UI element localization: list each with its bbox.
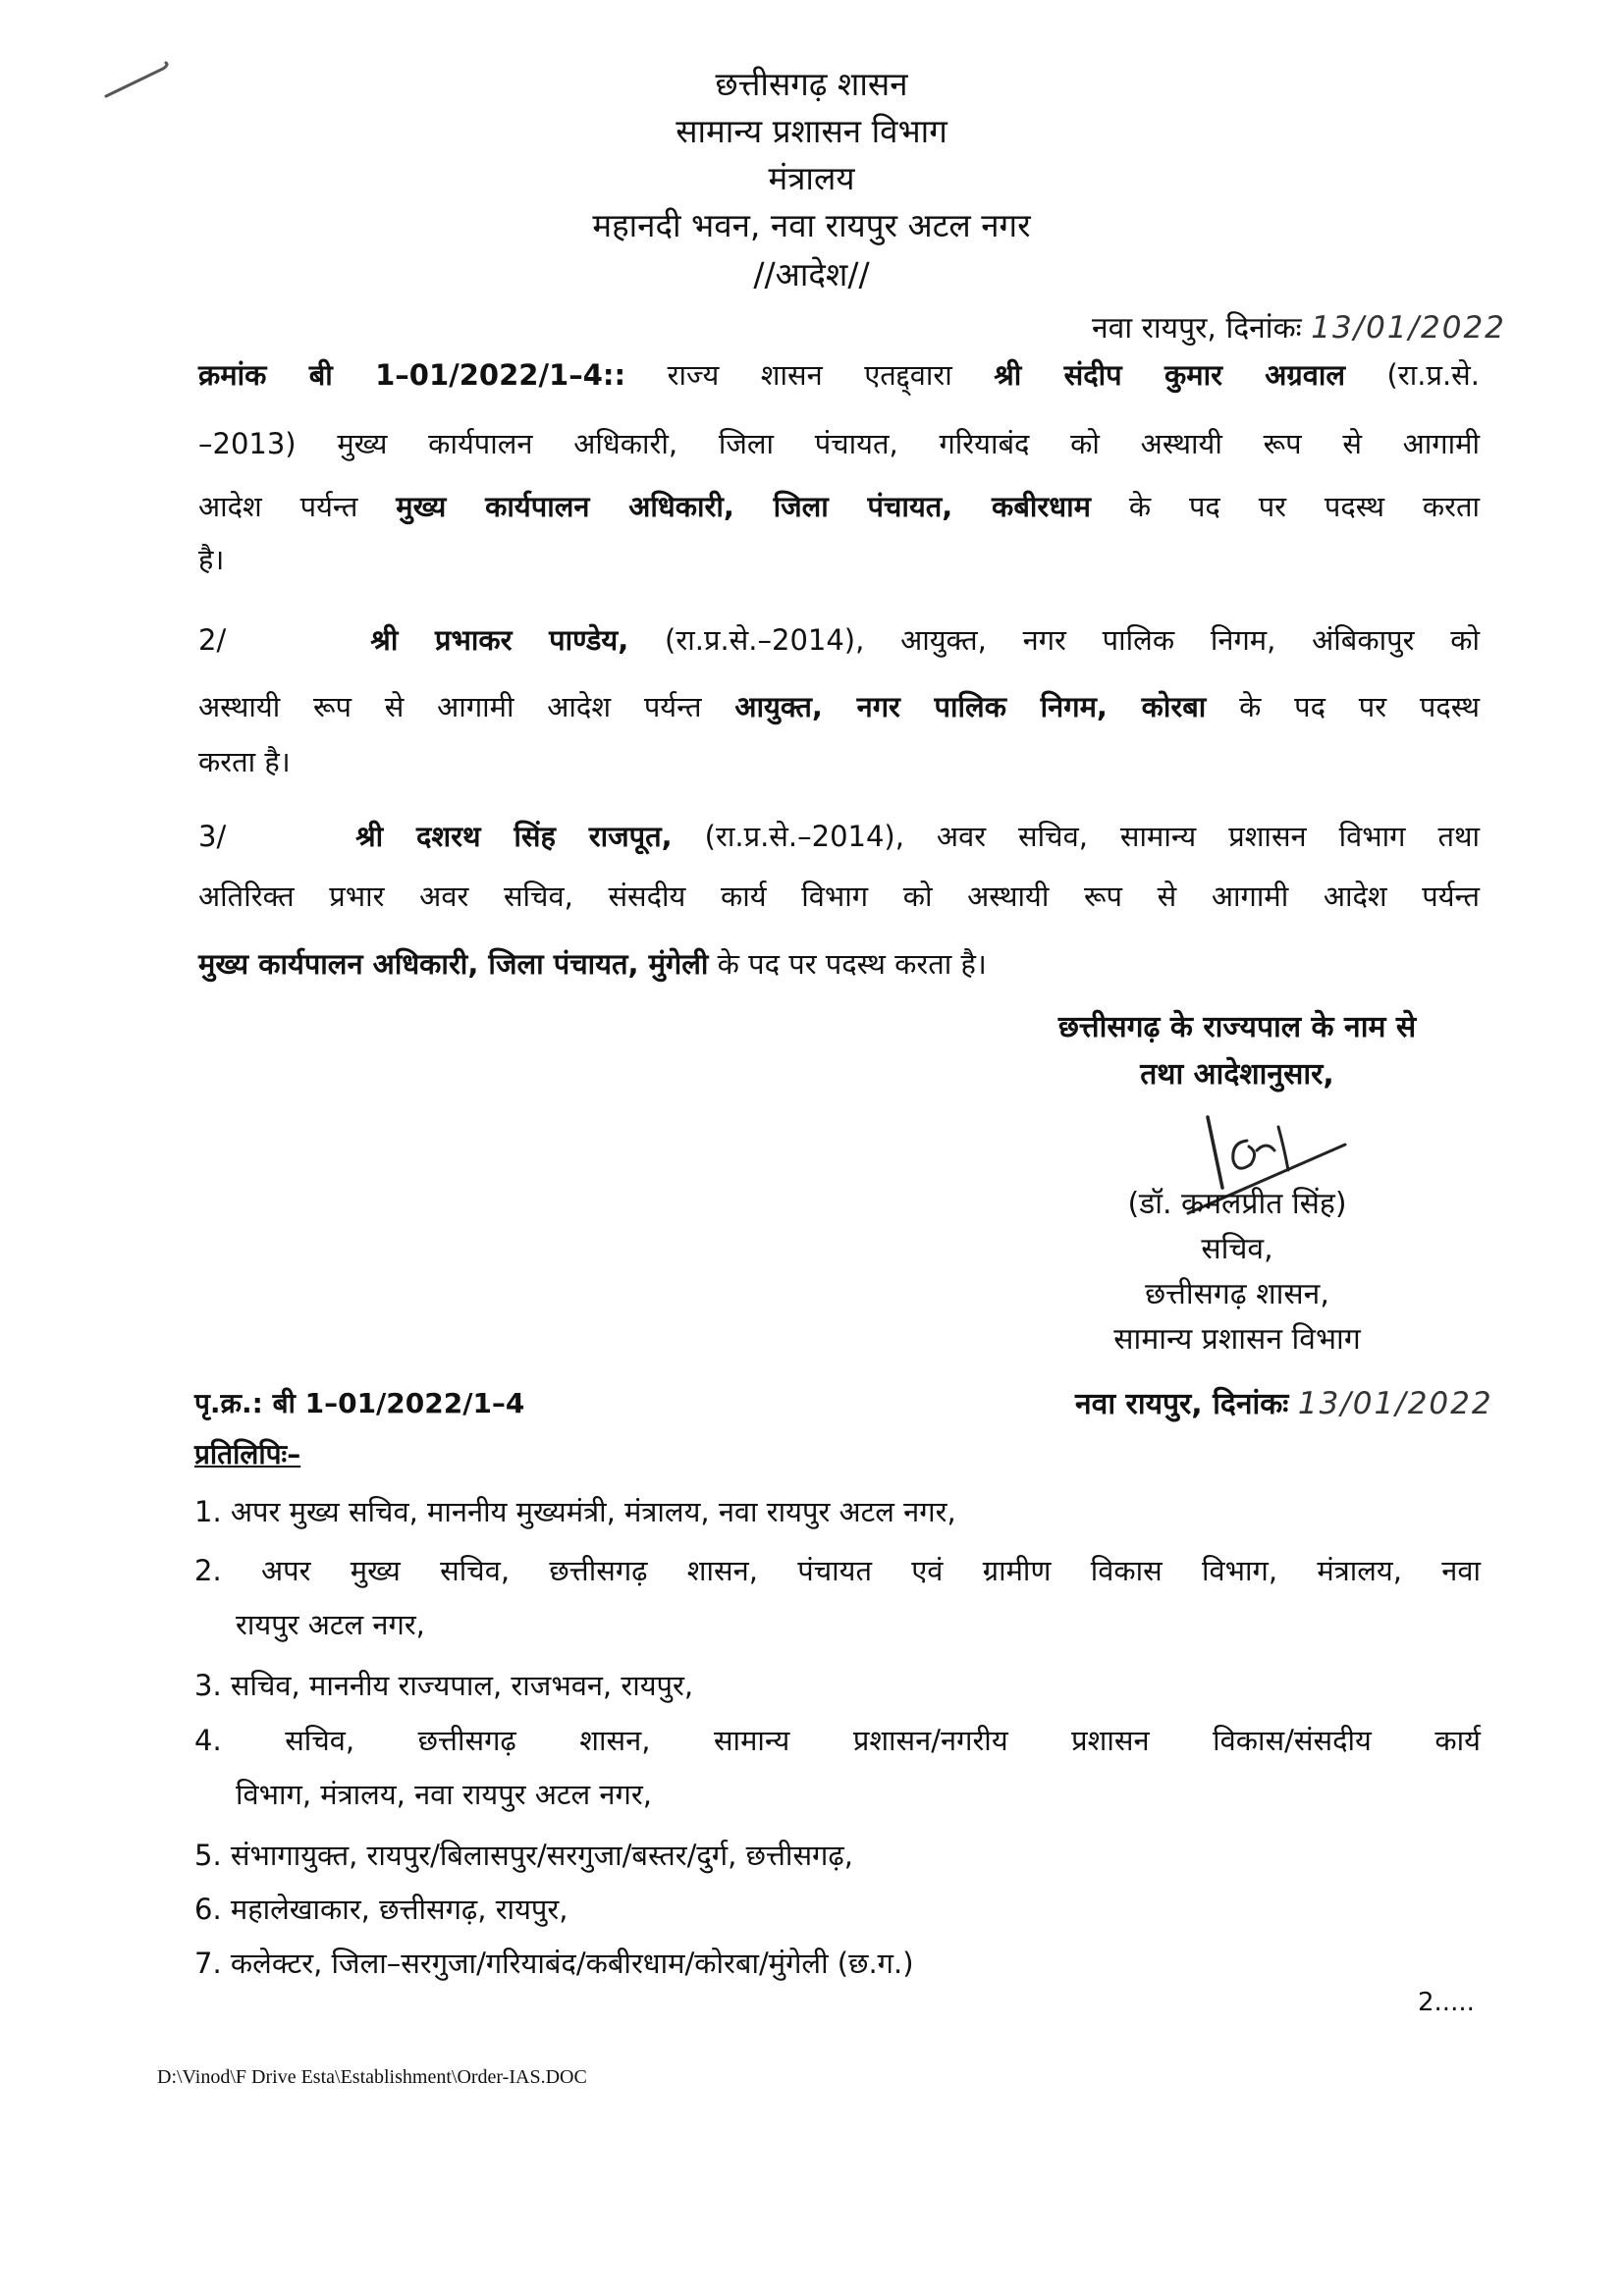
para3-line1 <box>198 817 1480 856</box>
header-ministry: मंत्रालय <box>768 159 855 197</box>
para2-line2 <box>198 687 1480 726</box>
endorsement-date-label: नवा रायपुर, दिनांकः <box>1075 1387 1289 1421</box>
new-post-2: आयुक्त, नगर पालिक निगम, कोरबा <box>734 690 1207 723</box>
copy-item-5: 5. संभागायुक्त, रायपुर/बिलासपुर/सरगुजा/बस्तर/दुर्ग, छत्तीसगढ़, <box>194 1839 853 1872</box>
handwritten-date-2: 13/01/2022 <box>1297 1386 1493 1421</box>
file-path: D:\Vinod\F Drive Esta\Establishment\Order-IAS.DOC <box>157 2066 587 2088</box>
para3-line2: अतिरिक्त प्रभार अवर सचिव, संसदीय कार्य विभाग को अस्थायी रूप से आगामी आदेश पर्यन्त <box>198 880 1480 913</box>
copy-item-3: 3. सचिव, माननीय राज्यपाल, राजभवन, रायपुर, <box>194 1669 694 1702</box>
order-number: क्रमांक बी 1–01/2022/1–4:: <box>198 358 626 392</box>
para1-line1 <box>198 355 1480 395</box>
para3-number: 3/ श्री दशरथ सिंह राजपूत, <box>198 820 673 853</box>
para2-text: के पद पर पदस्थ <box>1239 690 1481 723</box>
para1-line3 <box>198 487 1480 526</box>
copy-item-4: 4. सचिव, छत्तीसगढ़ शासन, सामान्य प्रशासन/नगरीय प्रशासन विकास/संसदीय कार्य <box>194 1724 1481 1757</box>
para2-line1 <box>198 620 1480 660</box>
para2-number: 2/ श्री प्रभाकर पाण्डेय, <box>198 623 629 657</box>
endorsement-date-line <box>1075 1384 1493 1424</box>
order-title: //आदेश// <box>753 255 870 294</box>
new-post-3: मुख्य कार्यपालन अधिकारी, जिला पंचायत, मुंगेली <box>198 947 709 981</box>
para1-text: आदेश पर्यन्त <box>198 490 358 523</box>
by-order-line2: तथा आदेशानुसार, <box>1140 1057 1334 1092</box>
para1-text: राज्य शासन एतद्द्वारा <box>667 358 952 392</box>
endorsement-ref: पृ.क्र.: बी 1–01/2022/1–4 <box>194 1387 525 1419</box>
signatory-name: (डॉ. कमलप्रीत सिंह) <box>1127 1187 1347 1221</box>
officer-name-2: श्री प्रभाकर पाण्डेय, <box>370 623 629 657</box>
copy-item-7: 7. कलेक्टर, जिला–सरगुजा/गरियाबंद/कबीरधाम/कोरबा/मुंगेली (छ.ग.) <box>194 1947 914 1980</box>
copy-item-2-cont: रायपुर अटल नगर, <box>236 1608 425 1641</box>
para2-text: अस्थायी रूप से आगामी आदेश पर्यन्त <box>198 690 702 723</box>
para1-text: के पद पर पदस्थ करता <box>1128 490 1481 523</box>
officer-name-3: श्री दशरथ सिंह राजपूत, <box>355 820 673 853</box>
header-govt: छत्तीसगढ़ शासन <box>715 65 908 103</box>
signatory-dept: सामान्य प्रशासन विभाग <box>1113 1322 1361 1357</box>
para1-service: (रा.प्र.से. <box>1386 358 1480 392</box>
para1-line2: –2013) मुख्य कार्यपालन अधिकारी, जिला पंचायत, गरियाबंद को अस्थायी रूप से आगामी <box>198 427 1480 460</box>
copy-item-4-cont: विभाग, मंत्रालय, नवा रायपुर अटल नगर, <box>236 1778 652 1811</box>
page-continue: 2..... <box>1418 1988 1475 2017</box>
signatory-govt: छत्तीसगढ़ शासन, <box>1145 1277 1329 1311</box>
copy-item-6: 6. महालेखाकार, छत्तीसगढ़, रायपुर, <box>194 1893 568 1926</box>
para2-text: (रा.प्र.से.–2014), आयुक्त, नगर पालिक निगम, अंबिकापुर को <box>665 623 1480 657</box>
para1-line4: है। <box>198 543 225 576</box>
handwritten-date: 13/01/2022 <box>1311 310 1506 346</box>
para3-text: के पद पर पदस्थ करता है। <box>717 947 987 981</box>
new-post-1: मुख्य कार्यपालन अधिकारी, जिला पंचायत, कबीरधाम <box>396 490 1091 523</box>
para2-line3: करता है। <box>198 745 291 778</box>
by-order-line1: छत्तीसगढ़ के राज्यपाल के नाम से <box>1057 1010 1417 1044</box>
copy-heading: प्रतिलिपिः– <box>194 1438 301 1470</box>
signatory-designation: सचिव, <box>1201 1232 1273 1266</box>
para3-line3 <box>198 944 987 984</box>
header-dept: सामान्य प्रशासन विभाग <box>676 112 947 150</box>
copy-item-1: 1. अपर मुख्य सचिव, माननीय मुख्यमंत्री, मंत्रालय, नवा रायपुर अटल नगर, <box>194 1495 956 1528</box>
date-line <box>1092 308 1506 348</box>
date-label: नवा रायपुर, दिनांकः <box>1092 311 1302 346</box>
copy-item-2: 2. अपर मुख्य सचिव, छत्तीसगढ़ शासन, पंचायत एवं ग्रामीण विकास विभाग, मंत्रालय, नवा <box>194 1554 1481 1587</box>
para3-text: (रा.प्र.से.–2014), अवर सचिव, सामान्य प्रशासन विभाग तथा <box>704 820 1481 853</box>
officer-name-1: श्री संदीप कुमार अग्रवाल <box>994 358 1346 392</box>
header-address: महानदी भवन, नवा रायपुर अटल नगर <box>592 206 1031 244</box>
